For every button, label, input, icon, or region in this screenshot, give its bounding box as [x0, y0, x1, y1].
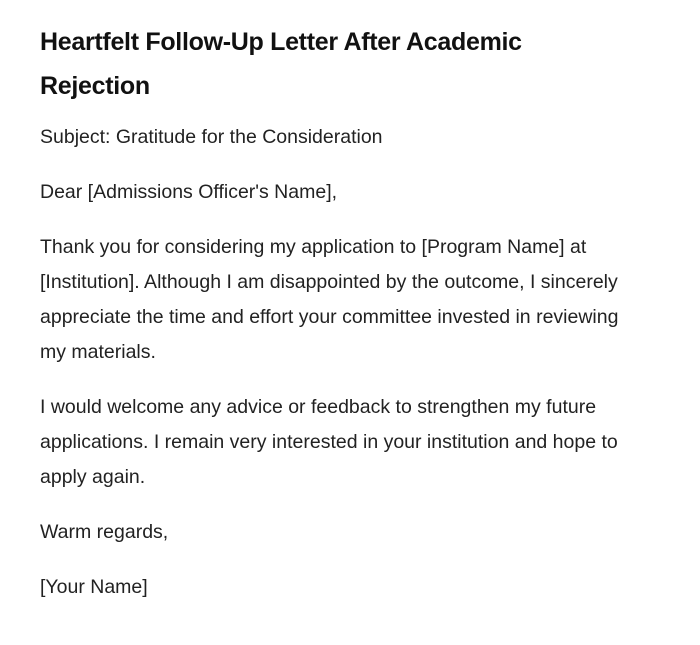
letter-body-paragraph: I would welcome any advice or feedback to strengthen my future applications. I remain very interested in your institution and hope to apply again. [40, 396, 618, 488]
letter-closing: Warm regards, [40, 521, 169, 543]
letter-greeting: Dear [Admissions Officer's Name], [40, 181, 338, 203]
letter-subject: Subject: Gratitude for the Consideration [40, 126, 383, 148]
page-title: Heartfelt Follow-Up Letter After Academic Rejection [40, 28, 522, 100]
letter-signature: [Your Name] [40, 576, 148, 598]
letter-body-paragraph: Thank you for considering my application to [Program Name] at [Institution]. Although I am disappointed by the outcome, I sincerely appreciate the time and effort your committee invested in reviewing my materials. [40, 236, 619, 363]
